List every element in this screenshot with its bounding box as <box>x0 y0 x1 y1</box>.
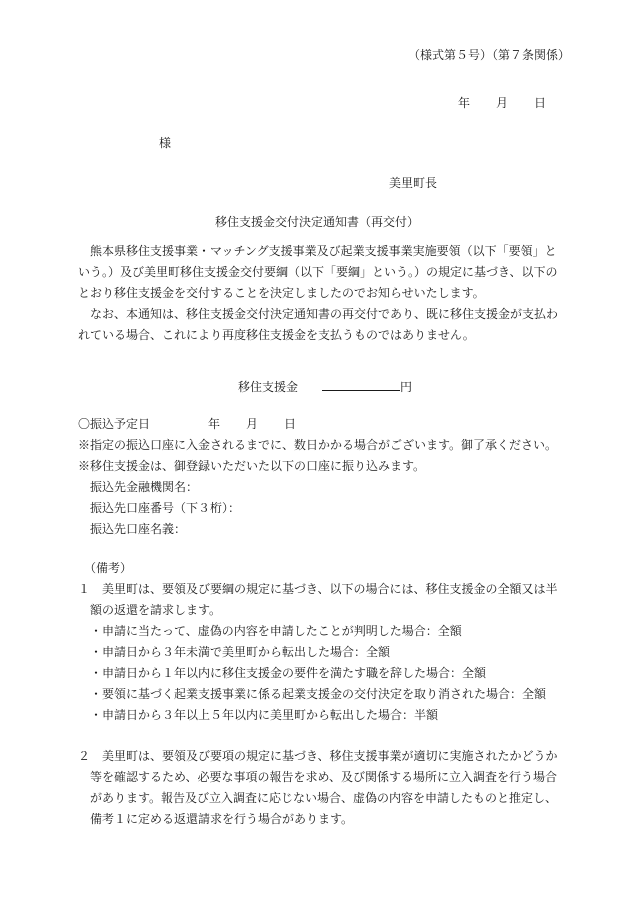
remark-1-bullet: ・申請に当たって、虚偽の内容を申請したことが判明した場合：全額 <box>90 624 462 638</box>
remark-1-bullet: ・申請日から３年以上５年以内に美里町から転出した場合：半額 <box>90 708 439 722</box>
amount-line <box>238 378 412 393</box>
remark-2-line: 等を確認するため、必要な事項の報告を求め、及び関係する場所に立入調査を行う場合 <box>90 770 558 784</box>
form-reference: （様式第５号）（第７条関係） <box>408 48 571 62</box>
body-line: 熊本県移住支援事業・マッチング支援事業及び起業支援事業実施要領（以下「要領」と <box>90 244 557 258</box>
remark-1-line: 美里町は、要領及び要綱の規定に基づき、以下の場合には、移住支援金の全額又は半 <box>102 582 558 596</box>
remarks-heading: （備考） <box>84 561 133 575</box>
transfer-year: 年 <box>208 417 221 431</box>
transfer-note-1: ※指定の振込口座に入金されるまでに、数日かかる場合がございます。御了承ください。 <box>78 438 558 452</box>
transfer-month: 月 <box>246 417 259 431</box>
amount-blank <box>322 378 400 391</box>
remark-1-number: １ <box>78 582 91 596</box>
remark-1-bullet: ・申請日から１年以内に移住支援金の要件を満たす職を辞した場合：全額 <box>90 666 487 680</box>
date-line <box>458 97 546 109</box>
document-title: 移住支援金交付決定通知書（再交付） <box>215 215 420 229</box>
issuer: 美里町長 <box>389 176 438 190</box>
bank-name-label: 振込先金融機関名： <box>90 480 199 494</box>
date-day: 日 <box>534 96 547 110</box>
body-line: とおり移住支援金を交付することを決定しましたのでお知らせいたします。 <box>78 286 485 300</box>
date-year: 年 <box>458 96 471 110</box>
remark-2-line: 備考１に定める返還請求を行う場合があります。 <box>90 812 354 826</box>
transfer-day: 日 <box>284 417 297 431</box>
body-line: れている場合、これにより再度移住支援金を支払うものではありません。 <box>78 328 475 342</box>
remark-1-bullet: ・要領に基づく起業支援事業に係る起業支援金の交付決定を取り消された場合：全額 <box>90 687 547 701</box>
transfer-date-line <box>78 418 296 430</box>
account-name-label: 振込先口座名義： <box>90 522 187 536</box>
transfer-note-2: ※移住支援金は、御登録いただいた以下の口座に振り込みます。 <box>78 459 426 473</box>
remark-2-line: があります。報告及び立入調査に応じない場合、虚偽の内容を申請したものと推定し、 <box>90 791 558 805</box>
account-number-label: 振込先口座番号（下３桁）： <box>90 501 241 515</box>
remark-2-line: 美里町は、要領及び要項の規定に基づき、移住支援事業が適切に実施されたかどうか <box>102 749 558 763</box>
remark-2-number: ２ <box>78 749 91 763</box>
body-line: なお、本通知は、移住支援金交付決定通知書の再交付であり、既に移住支援金が支払わ <box>90 307 559 321</box>
remark-1-line: 額の返還を請求します。 <box>90 603 222 617</box>
remark-1-bullet: ・申請日から３年未満で美里町から転出した場合：全額 <box>90 645 391 659</box>
addressee: 様 <box>159 136 172 150</box>
transfer-heading: 〇振込予定日 <box>78 417 151 431</box>
body-line: いう。）及び美里町移住支援金交付要綱（以下「要綱」という。）の規定に基づき、以下の <box>78 265 558 279</box>
amount-unit: 円 <box>400 380 413 394</box>
date-month: 月 <box>496 96 509 110</box>
amount-label: 移住支援金 <box>238 380 299 394</box>
